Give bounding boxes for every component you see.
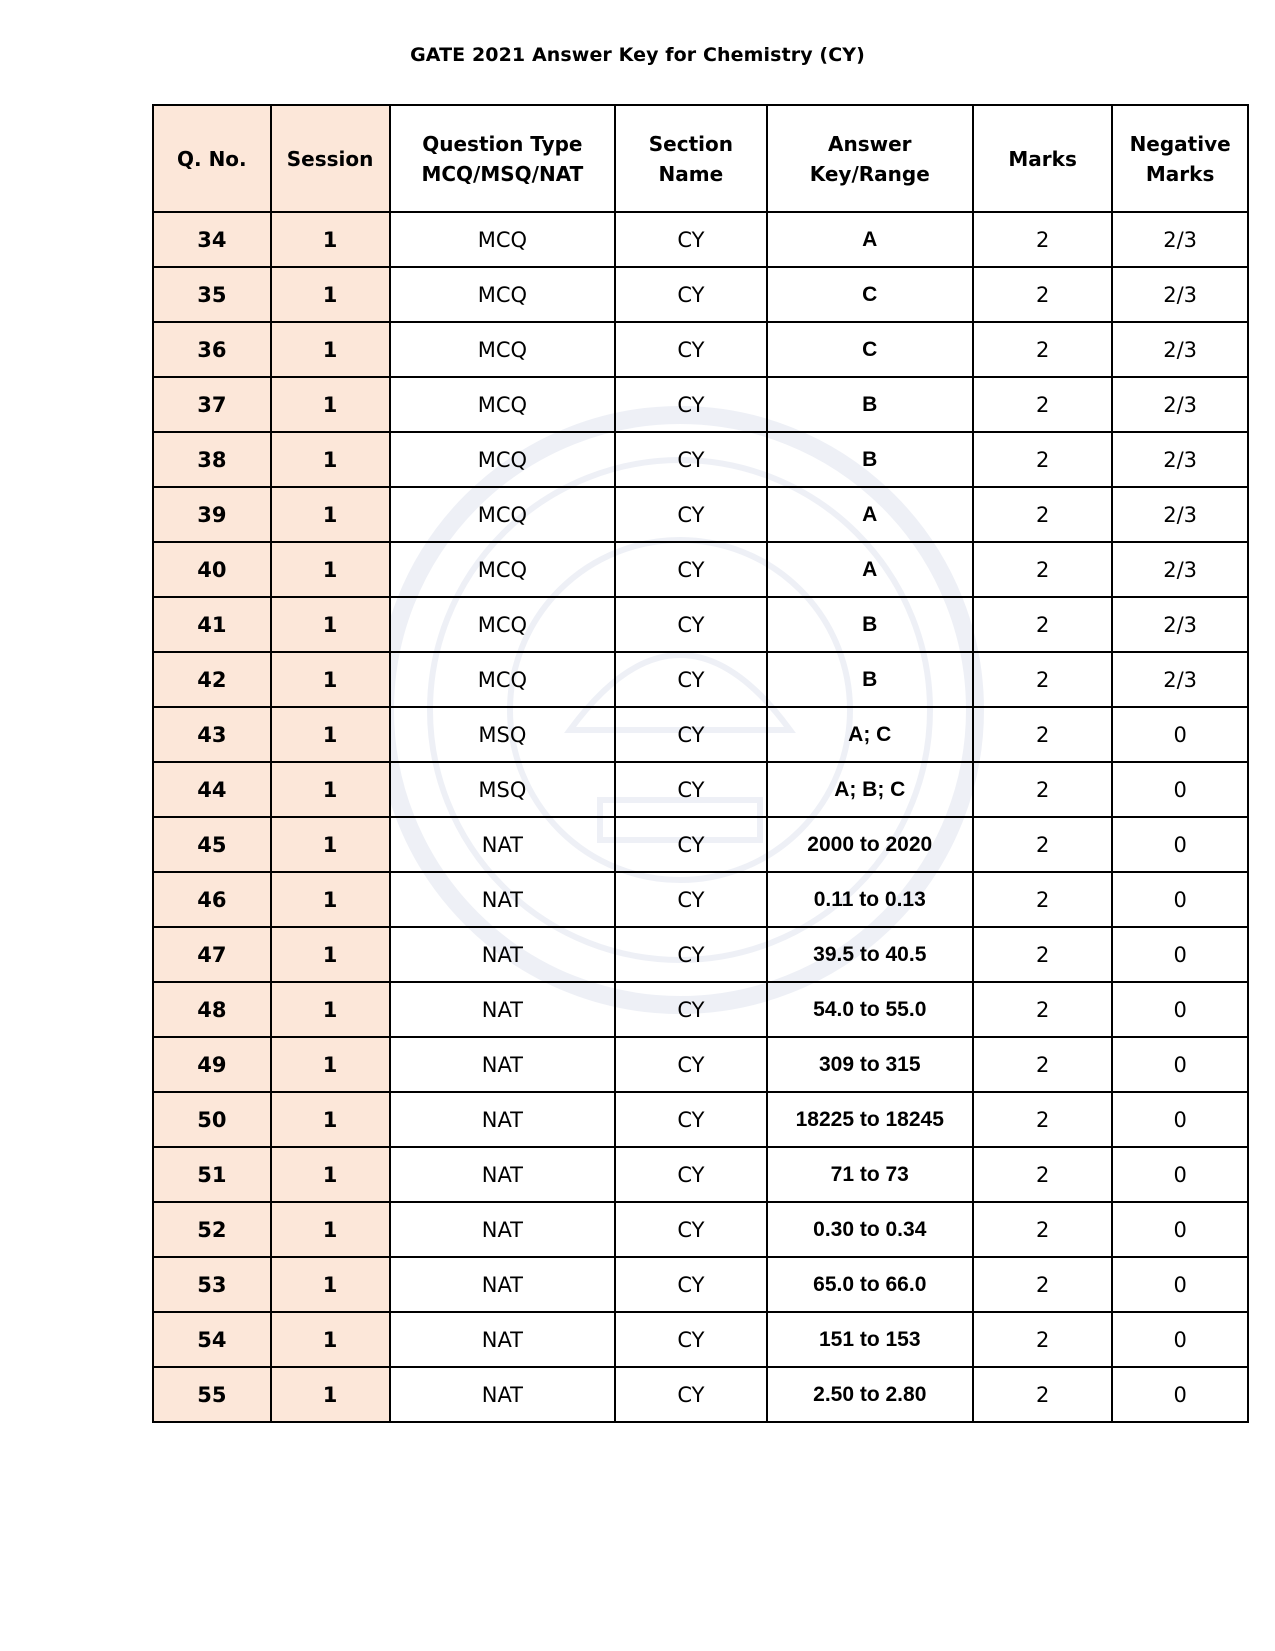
cell-question-type: NAT — [390, 872, 616, 927]
cell-section-name: CY — [615, 322, 766, 377]
cell-section-name: CY — [615, 652, 766, 707]
cell-question-type: MCQ — [390, 212, 616, 267]
table-body — [153, 212, 1248, 1422]
cell-answer-key: 0.30 to 0.34 — [767, 1202, 974, 1257]
cell-answer-key: 309 to 315 — [767, 1037, 974, 1092]
cell-qno: 51 — [153, 1147, 271, 1202]
cell-qno: 52 — [153, 1202, 271, 1257]
cell-answer-key: 65.0 to 66.0 — [767, 1257, 974, 1312]
cell-section-name: CY — [615, 982, 766, 1037]
cell-session: 1 — [271, 872, 390, 927]
cell-section-name: CY — [615, 432, 766, 487]
cell-section-name: CY — [615, 817, 766, 872]
cell-answer-key: 39.5 to 40.5 — [767, 927, 974, 982]
cell-section-name: CY — [615, 487, 766, 542]
cell-question-type: MCQ — [390, 322, 616, 377]
cell-session: 1 — [271, 1037, 390, 1092]
cell-negative-marks: 2/3 — [1112, 432, 1248, 487]
cell-qno: 49 — [153, 1037, 271, 1092]
cell-section-name: CY — [615, 1367, 766, 1422]
cell-qno: 47 — [153, 927, 271, 982]
cell-section-name: CY — [615, 707, 766, 762]
table-row — [153, 487, 1248, 542]
cell-qno: 34 — [153, 212, 271, 267]
cell-question-type: MCQ — [390, 432, 616, 487]
cell-marks: 2 — [973, 267, 1112, 322]
cell-marks: 2 — [973, 377, 1112, 432]
cell-qno: 43 — [153, 707, 271, 762]
table-row — [153, 322, 1248, 377]
cell-section-name: CY — [615, 762, 766, 817]
table-row — [153, 927, 1248, 982]
cell-negative-marks: 0 — [1112, 1257, 1248, 1312]
cell-answer-key: B — [767, 377, 974, 432]
cell-answer-key: A; C — [767, 707, 974, 762]
cell-qno: 53 — [153, 1257, 271, 1312]
cell-question-type: MCQ — [390, 652, 616, 707]
cell-negative-marks: 0 — [1112, 1092, 1248, 1147]
cell-question-type: MCQ — [390, 487, 616, 542]
cell-section-name: CY — [615, 1312, 766, 1367]
cell-session: 1 — [271, 1257, 390, 1312]
cell-question-type: NAT — [390, 1202, 616, 1257]
col-header-qno: Q. No. — [153, 105, 271, 212]
cell-answer-key: A — [767, 487, 974, 542]
table-row — [153, 872, 1248, 927]
cell-question-type: NAT — [390, 1257, 616, 1312]
cell-answer-key: 18225 to 18245 — [767, 1092, 974, 1147]
cell-marks: 2 — [973, 1147, 1112, 1202]
col-header-negative-marks: Negative Marks — [1112, 105, 1248, 212]
table-row — [153, 1367, 1248, 1422]
table-row — [153, 982, 1248, 1037]
cell-section-name: CY — [615, 1147, 766, 1202]
cell-answer-key: B — [767, 597, 974, 652]
cell-qno: 55 — [153, 1367, 271, 1422]
cell-negative-marks: 2/3 — [1112, 212, 1248, 267]
cell-qno: 39 — [153, 487, 271, 542]
table-row — [153, 652, 1248, 707]
cell-question-type: MCQ — [390, 267, 616, 322]
cell-qno: 42 — [153, 652, 271, 707]
cell-session: 1 — [271, 927, 390, 982]
cell-negative-marks: 0 — [1112, 982, 1248, 1037]
cell-session: 1 — [271, 652, 390, 707]
cell-marks: 2 — [973, 322, 1112, 377]
col-header-section-name: Section Name — [615, 105, 766, 212]
table-row — [153, 707, 1248, 762]
cell-answer-key: 54.0 to 55.0 — [767, 982, 974, 1037]
cell-qno: 35 — [153, 267, 271, 322]
header-row — [153, 105, 1248, 212]
cell-answer-key: 151 to 153 — [767, 1312, 974, 1367]
cell-negative-marks: 2/3 — [1112, 267, 1248, 322]
cell-qno: 45 — [153, 817, 271, 872]
cell-qno: 48 — [153, 982, 271, 1037]
cell-negative-marks: 0 — [1112, 1037, 1248, 1092]
col-header-session: Session — [271, 105, 390, 212]
table-row — [153, 597, 1248, 652]
cell-answer-key: 71 to 73 — [767, 1147, 974, 1202]
cell-marks: 2 — [973, 1092, 1112, 1147]
cell-session: 1 — [271, 487, 390, 542]
cell-negative-marks: 2/3 — [1112, 597, 1248, 652]
table-row — [153, 1037, 1248, 1092]
cell-negative-marks: 0 — [1112, 1202, 1248, 1257]
cell-question-type: NAT — [390, 1312, 616, 1367]
cell-question-type: NAT — [390, 927, 616, 982]
table-row — [153, 1257, 1248, 1312]
cell-marks: 2 — [973, 652, 1112, 707]
table-row — [153, 817, 1248, 872]
cell-qno: 50 — [153, 1092, 271, 1147]
cell-session: 1 — [271, 1147, 390, 1202]
cell-negative-marks: 2/3 — [1112, 322, 1248, 377]
cell-negative-marks: 2/3 — [1112, 652, 1248, 707]
cell-question-type: MCQ — [390, 542, 616, 597]
cell-negative-marks: 0 — [1112, 1312, 1248, 1367]
cell-session: 1 — [271, 1312, 390, 1367]
cell-section-name: CY — [615, 1037, 766, 1092]
cell-section-name: CY — [615, 872, 766, 927]
table-row — [153, 1092, 1248, 1147]
cell-question-type: NAT — [390, 1092, 616, 1147]
cell-section-name: CY — [615, 377, 766, 432]
cell-section-name: CY — [615, 1257, 766, 1312]
cell-qno: 38 — [153, 432, 271, 487]
cell-negative-marks: 0 — [1112, 1147, 1248, 1202]
page-title: GATE 2021 Answer Key for Chemistry (CY) — [410, 44, 865, 66]
cell-marks: 2 — [973, 707, 1112, 762]
cell-question-type: MSQ — [390, 707, 616, 762]
cell-session: 1 — [271, 817, 390, 872]
cell-question-type: MCQ — [390, 377, 616, 432]
cell-section-name: CY — [615, 1202, 766, 1257]
cell-question-type: NAT — [390, 817, 616, 872]
cell-session: 1 — [271, 1202, 390, 1257]
cell-qno: 46 — [153, 872, 271, 927]
cell-section-name: CY — [615, 267, 766, 322]
cell-marks: 2 — [973, 817, 1112, 872]
cell-question-type: NAT — [390, 982, 616, 1037]
table-row — [153, 1147, 1248, 1202]
cell-section-name: CY — [615, 1092, 766, 1147]
cell-session: 1 — [271, 597, 390, 652]
table-row — [153, 762, 1248, 817]
cell-session: 1 — [271, 1367, 390, 1422]
cell-session: 1 — [271, 212, 390, 267]
col-header-question-type: Question Type MCQ/MSQ/NAT — [390, 105, 616, 212]
cell-qno: 44 — [153, 762, 271, 817]
cell-section-name: CY — [615, 542, 766, 597]
cell-section-name: CY — [615, 927, 766, 982]
cell-marks: 2 — [973, 1257, 1112, 1312]
cell-qno: 54 — [153, 1312, 271, 1367]
cell-negative-marks: 0 — [1112, 817, 1248, 872]
cell-marks: 2 — [973, 927, 1112, 982]
cell-section-name: CY — [615, 597, 766, 652]
cell-negative-marks: 2/3 — [1112, 542, 1248, 597]
cell-session: 1 — [271, 707, 390, 762]
cell-negative-marks: 0 — [1112, 1367, 1248, 1422]
table-row — [153, 212, 1248, 267]
cell-session: 1 — [271, 1092, 390, 1147]
cell-question-type: MSQ — [390, 762, 616, 817]
cell-session: 1 — [271, 542, 390, 597]
cell-qno: 37 — [153, 377, 271, 432]
cell-marks: 2 — [973, 982, 1112, 1037]
cell-question-type: NAT — [390, 1367, 616, 1422]
cell-session: 1 — [271, 322, 390, 377]
cell-qno: 36 — [153, 322, 271, 377]
cell-marks: 2 — [973, 487, 1112, 542]
table-row — [153, 267, 1248, 322]
cell-qno: 41 — [153, 597, 271, 652]
cell-marks: 2 — [973, 212, 1112, 267]
cell-marks: 2 — [973, 762, 1112, 817]
cell-answer-key: 2000 to 2020 — [767, 817, 974, 872]
cell-marks: 2 — [973, 597, 1112, 652]
cell-marks: 2 — [973, 1037, 1112, 1092]
cell-negative-marks: 0 — [1112, 927, 1248, 982]
cell-negative-marks: 0 — [1112, 762, 1248, 817]
cell-negative-marks: 0 — [1112, 872, 1248, 927]
cell-negative-marks: 2/3 — [1112, 487, 1248, 542]
cell-marks: 2 — [973, 542, 1112, 597]
cell-answer-key: C — [767, 267, 974, 322]
table-row — [153, 432, 1248, 487]
cell-session: 1 — [271, 432, 390, 487]
cell-answer-key: B — [767, 652, 974, 707]
cell-session: 1 — [271, 377, 390, 432]
answer-key-table — [152, 104, 1249, 1423]
cell-negative-marks: 0 — [1112, 707, 1248, 762]
cell-marks: 2 — [973, 1202, 1112, 1257]
cell-answer-key: A — [767, 212, 974, 267]
col-header-answer-key: Answer Key/Range — [767, 105, 974, 212]
cell-answer-key: A; B; C — [767, 762, 974, 817]
cell-session: 1 — [271, 982, 390, 1037]
cell-marks: 2 — [973, 1367, 1112, 1422]
cell-answer-key: A — [767, 542, 974, 597]
cell-question-type: NAT — [390, 1037, 616, 1092]
cell-section-name: CY — [615, 212, 766, 267]
col-header-marks: Marks — [973, 105, 1112, 212]
cell-marks: 2 — [973, 1312, 1112, 1367]
cell-question-type: MCQ — [390, 597, 616, 652]
cell-answer-key: 2.50 to 2.80 — [767, 1367, 974, 1422]
table-row — [153, 377, 1248, 432]
table-row — [153, 542, 1248, 597]
cell-negative-marks: 2/3 — [1112, 377, 1248, 432]
cell-session: 1 — [271, 267, 390, 322]
cell-qno: 40 — [153, 542, 271, 597]
table-row — [153, 1202, 1248, 1257]
cell-question-type: NAT — [390, 1147, 616, 1202]
cell-answer-key: 0.11 to 0.13 — [767, 872, 974, 927]
cell-session: 1 — [271, 762, 390, 817]
cell-marks: 2 — [973, 872, 1112, 927]
cell-answer-key: C — [767, 322, 974, 377]
cell-marks: 2 — [973, 432, 1112, 487]
table-row — [153, 1312, 1248, 1367]
cell-answer-key: B — [767, 432, 974, 487]
